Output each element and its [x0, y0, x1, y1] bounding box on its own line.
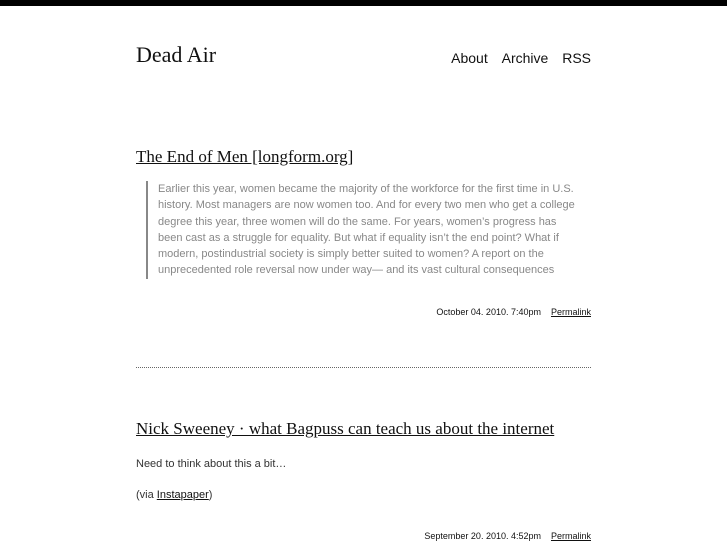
site-title[interactable]: Dead Air	[136, 42, 217, 67]
via-prefix: (via	[136, 489, 157, 501]
post-body: Need to think about this a bit…	[136, 458, 287, 470]
post-title-link[interactable]: Nick Sweeney · what Bagpuss can teach us about the internet	[136, 419, 555, 438]
post-date: September 20. 2010. 4:52pm	[424, 531, 541, 541]
permalink[interactable]: Permalink	[550, 306, 591, 317]
nav-about[interactable]: About	[451, 50, 488, 66]
post-meta	[136, 531, 591, 541]
post-blockquote: Earlier this year, women became the majority of the workforce for the first time in U.S. history. Most managers are now women too. And for every two men who get a college degree this year, three women will do the same. For years, women’s progress has been cast as a struggle for equality. But what if equality isn’t the end point? What if modern, postindustrial society is simply better suited to women? A report on the unprecedented role reversal now under way— and its vast cultural consequences	[146, 181, 578, 279]
main-nav	[441, 50, 591, 66]
permalink[interactable]: Permalink	[550, 531, 591, 541]
post	[136, 147, 591, 317]
nav-rss[interactable]: RSS	[562, 50, 591, 66]
via-suffix: )	[208, 489, 213, 501]
post	[136, 419, 591, 541]
post-date: October 04. 2010. 7:40pm	[436, 306, 541, 317]
post-title-link[interactable]: The End of Men [longform.org]	[136, 147, 354, 166]
instapaper-link[interactable]: Instapaper	[156, 489, 209, 501]
post-via	[136, 489, 591, 501]
post-meta	[136, 307, 591, 317]
post-divider	[136, 367, 591, 368]
nav-archive[interactable]: Archive	[501, 50, 549, 66]
